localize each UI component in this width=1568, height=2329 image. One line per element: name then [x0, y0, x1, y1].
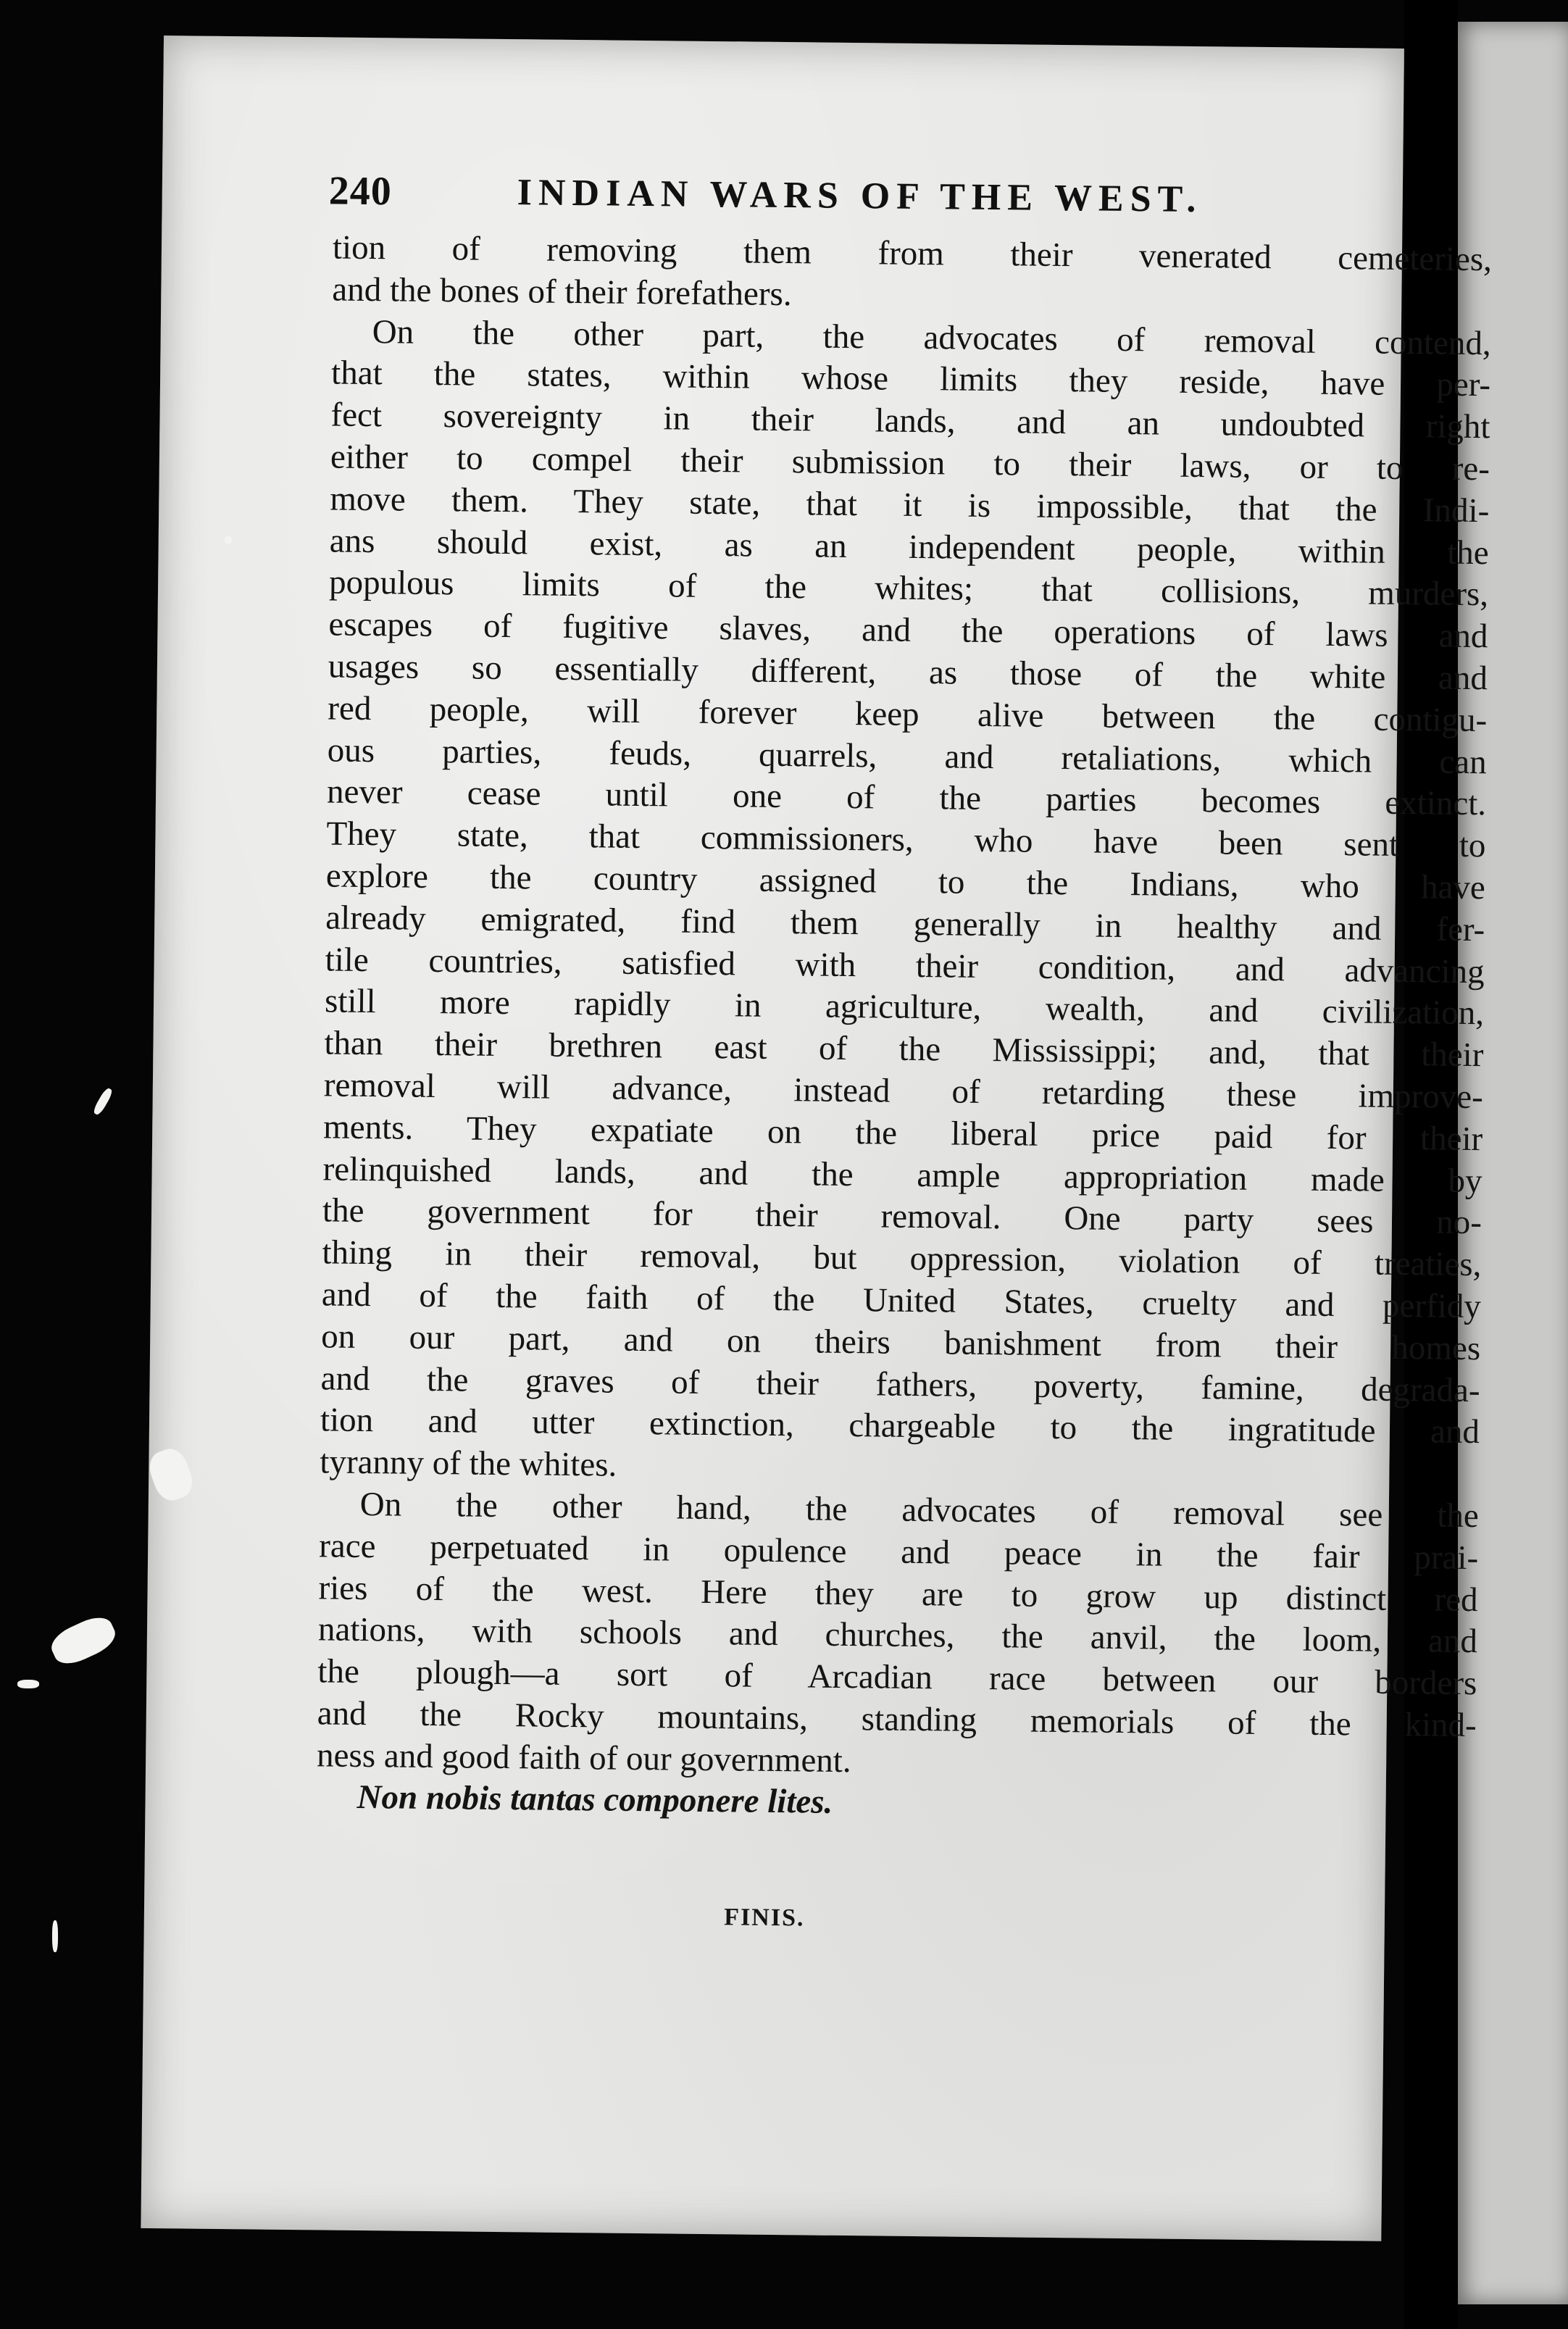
- text-line: that the states, within whose limits they reside, have per-: [330, 354, 1491, 404]
- text-line: already emigrated, find them generally in healthy and fer-: [325, 899, 1485, 949]
- text-line: ans should exist, as an independent people, within the: [329, 522, 1489, 572]
- text-line: thing in their removal, but oppression, violation of treaties,: [322, 1233, 1482, 1284]
- finis-label: FINIS.: [724, 1904, 805, 1932]
- text-line: relinquished lands, and the ample appropriation made by: [322, 1149, 1482, 1200]
- text-line: never cease until one of the parties becomes extinct.: [326, 772, 1487, 823]
- text-line: still more rapidly in agriculture, wealth, and civilization,: [324, 982, 1485, 1033]
- text-line: populous limits of the whites; that collisions, murders,: [328, 563, 1489, 614]
- text-line: On the other hand, the advocates of removal see the: [359, 1485, 1480, 1536]
- text-line: red people, will forever keep alive between the contigu-: [328, 689, 1488, 739]
- body-text: [316, 227, 1492, 1830]
- text-line: and the graves of their fathers, poverty, famine, degrada-: [320, 1359, 1480, 1409]
- text-line: Non nobis tantas componere lites.: [356, 1778, 833, 1822]
- text-line: ries of the west. Here they are to grow up distinct red: [318, 1568, 1478, 1619]
- text-line: ous parties, feuds, quarrels, and retaliations, which can: [327, 731, 1487, 781]
- text-line: escapes of fugitive slaves, and the operations of laws and: [328, 605, 1488, 656]
- text-line: either to compel their submission to their laws, or to re-: [330, 438, 1490, 488]
- text-line: than their brethren east of the Mississippi; and, that their: [324, 1024, 1484, 1075]
- text-line: tion of removing them from their venerated cemeteries,: [332, 228, 1493, 279]
- text-line: On the other part, the advocates of removal contend,: [372, 312, 1491, 362]
- text-line: race perpetuated in opulence and peace in the fair prai-: [318, 1527, 1479, 1577]
- text-line: ments. They expatiate on the liberal price paid for their: [323, 1108, 1483, 1158]
- text-line: and the Rocky mountains, standing memorials of the kind-: [317, 1694, 1477, 1745]
- text-line: the plough—a sort of Arcadian race between our borders: [317, 1652, 1477, 1703]
- scan-speck: [17, 1680, 39, 1688]
- text-line: and of the faith of the United States, cruelty and perfidy: [321, 1275, 1482, 1326]
- text-line: move them. They state, that it is impossible, that the Indi-: [330, 480, 1490, 530]
- text-line: removal will advance, instead of retarding these improve-: [323, 1066, 1484, 1117]
- scan-speck: [52, 1920, 58, 1952]
- text-line: They state, that commissioners, who have been sent to: [326, 814, 1486, 865]
- text-line: tile countries, satisfied with their condition, and advancing: [325, 940, 1485, 991]
- scan-speck: [225, 536, 232, 543]
- page-number: 240: [328, 168, 393, 214]
- text-line: on our part, and on theirs banishment from their homes: [320, 1317, 1481, 1367]
- text-line: the government for their removal. One party sees no-: [322, 1191, 1482, 1242]
- text-line: ness and good faith of our government.: [316, 1736, 851, 1780]
- text-line: tyranny of the whites.: [320, 1443, 617, 1484]
- text-line: usages so essentially different, as those of the white and: [328, 647, 1488, 698]
- running-head: [328, 167, 1387, 236]
- running-title: INDIAN WARS OF THE WEST.: [517, 172, 1203, 221]
- text-line: nations, with schools and churches, the anvil, the loom, and: [317, 1610, 1478, 1661]
- text-line: tion and utter extinction, chargeable to the ingratitude and: [320, 1401, 1480, 1451]
- book-page: [141, 36, 1493, 2241]
- text-line: explore the country assigned to the Indians, who have: [325, 857, 1486, 907]
- text-line: and the bones of their forefathers.: [332, 270, 792, 313]
- text-line: fect sovereignty in their lands, and an undoubted right: [330, 396, 1490, 446]
